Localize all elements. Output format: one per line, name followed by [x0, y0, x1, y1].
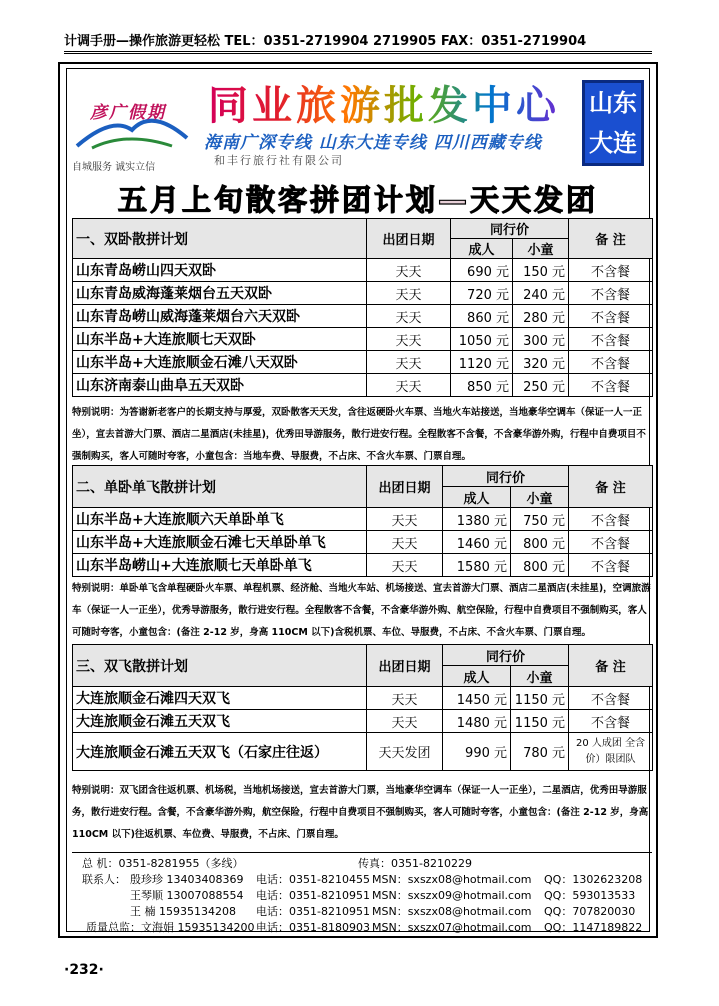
child-price: 800 元 — [511, 531, 569, 554]
departure-date: 天天 — [367, 351, 451, 374]
child-price: 280 元 — [513, 305, 569, 328]
adult-price: 1050 元 — [451, 328, 513, 351]
adult-price: 720 元 — [451, 282, 513, 305]
contact-msn: MSN：sxszx07@hotmail.com — [372, 921, 532, 934]
child-price: 320 元 — [513, 351, 569, 374]
col-adult: 成人 — [451, 239, 513, 259]
contact-qq: QQ：1302623208 — [544, 873, 643, 886]
section1-note: 特别说明：为答谢新老客户的长期支持与厚爱，双卧散客天天发，含往返硬卧火车票、当地火车站接送，当地豪华空调车（保证一人一正坐），宣去首游大门票、酒店二星酒店(未挂星)，优秀田导游服务，散行进安行程。全程散客不含餐，不含豪华游外购，行程中自费项目不强制购买，客人可随时夸客，小童包含：当地车费、导服费，不占床、不含火车票、门票自理。 — [72, 407, 646, 462]
table-row — [73, 554, 653, 577]
route-name: 山东青岛崂山四天双卧 — [73, 259, 367, 282]
adult-price: 1450 元 — [443, 687, 511, 710]
departure-date: 天天 — [367, 282, 451, 305]
contact-msn: MSN：sxszx08@hotmail.com — [372, 873, 532, 886]
row-note: 不含餐 — [569, 259, 653, 282]
child-price: 780 元 — [511, 733, 569, 771]
table-row — [73, 687, 653, 710]
contact-name: 王 楠 15935134208 — [130, 905, 236, 918]
col-date: 出团日期 — [367, 645, 443, 687]
section2-table — [72, 465, 653, 577]
table-row — [73, 351, 653, 374]
route-name: 山东半岛+大连旅顺金石滩八天双卧 — [73, 351, 367, 374]
adult-price: 850 元 — [451, 374, 513, 397]
col-child: 小童 — [511, 666, 569, 687]
route-name: 山东济南泰山曲阜五天双卧 — [73, 374, 367, 397]
departure-date: 天天 — [367, 687, 443, 710]
route-name: 大连旅顺金石滩四天双飞 — [73, 687, 367, 710]
row-note: 不含餐 — [569, 351, 653, 374]
section3-title: 三、双飞散拼计划 — [73, 645, 367, 687]
col-price: 同行价 — [443, 645, 569, 666]
departure-date: 天天 — [367, 328, 451, 351]
section2-note: 特别说明：单卧单飞含单程硬卧火车票、单程机票、经济舱、当地火车站、机场接送、宣去首游大门票、酒店二星酒店(未挂星)，空调旅游车（保证一人一正坐），优秀导游服务，散行进安行程。全程散客不含餐，不含豪华游外购、航空保险，行程中自费项目不强制购买，客人可随时夸客，小童包含：(备注 2-12 岁，身高 110CM 以下)含税机票、车位、导服费，不占床、不含火车票、门票自理。 — [72, 583, 651, 638]
departure-date: 天天 — [367, 531, 443, 554]
section1-table — [72, 218, 653, 397]
child-price: 800 元 — [511, 554, 569, 577]
child-price: 1150 元 — [511, 710, 569, 733]
contact-qq: QQ：1147189822 — [544, 921, 643, 934]
table-row — [73, 374, 653, 397]
col-adult: 成人 — [443, 487, 511, 508]
departure-date: 天天 — [367, 508, 443, 531]
col-child: 小童 — [513, 239, 569, 259]
region-badge — [582, 80, 644, 166]
col-date: 出团日期 — [367, 466, 443, 508]
contact-qq: QQ：593013533 — [544, 889, 636, 902]
adult-price: 860 元 — [451, 305, 513, 328]
child-price: 240 元 — [513, 282, 569, 305]
child-price: 1150 元 — [511, 687, 569, 710]
child-price: 150 元 — [513, 259, 569, 282]
route-name: 山东青岛威海蓬莱烟台五天双卧 — [73, 282, 367, 305]
fax-number: 传真：0351-8210229 — [358, 857, 472, 870]
route-name: 大连旅顺金石滩五天双飞 — [73, 710, 367, 733]
logo-slogan: 自城服务 诚实立信 — [72, 162, 156, 173]
adult-price: 1480 元 — [443, 710, 511, 733]
table-row — [73, 531, 653, 554]
adult-price: 1580 元 — [443, 554, 511, 577]
section1-title: 一、双卧散拼计划 — [73, 219, 367, 259]
departure-date: 天天 — [367, 554, 443, 577]
col-price: 同行价 — [451, 219, 569, 239]
adult-price: 990 元 — [443, 733, 511, 771]
row-note: 不含餐 — [569, 710, 653, 733]
page-number: ·232· — [64, 962, 104, 978]
badge-line-1: 山东 — [589, 89, 637, 117]
adult-price: 690 元 — [451, 259, 513, 282]
table-row — [73, 259, 653, 282]
row-note: 不含餐 — [569, 328, 653, 351]
logo-text: 彦广假期 — [90, 103, 166, 123]
row-note: 不含餐 — [569, 374, 653, 397]
adult-price: 1460 元 — [443, 531, 511, 554]
badge-line-2: 大连 — [589, 129, 637, 157]
contact-label: 联系人： — [82, 873, 126, 886]
section3-note: 特别说明：双飞团含往返机票、机场税，当地机场接送，宣去首游大门票，当地豪华空调车（保证一人一正坐），二星酒店，优秀田导游服务，散行进安行程。含餐，不含豪华游外购，航空保险，行程中自费项目不强制购买，客人可随时夸客，小童包含：(备注 2-12 岁，身高 110CM 以下)往返机票、车位费、导服费，不占床、门票自理。 — [72, 785, 649, 840]
route-name: 山东青岛崂山威海蓬莱烟台六天双卧 — [73, 305, 367, 328]
row-note: 不含餐 — [569, 305, 653, 328]
row-note: 不含餐 — [569, 554, 653, 577]
child-price: 750 元 — [511, 508, 569, 531]
route-name: 大连旅顺金石滩五天双飞（石家庄往返） — [73, 733, 367, 771]
contact-block — [72, 852, 652, 935]
child-price: 300 元 — [513, 328, 569, 351]
route-name: 山东半岛崂山+大连旅顺七天单卧单飞 — [73, 554, 367, 577]
row-note: 不含餐 — [569, 282, 653, 305]
contact-name: 质量总监：文海娟 15935134200 — [86, 921, 255, 934]
col-note: 备 注 — [569, 466, 653, 508]
row-note: 20 人成团 全含价）限团队 — [569, 733, 653, 771]
col-note: 备 注 — [569, 219, 653, 259]
contact-name: 殷珍珍 13403408369 — [130, 873, 244, 886]
table-row — [73, 508, 653, 531]
banner-subline: 海南广深专线 山东大连专线 四川西藏专线 — [204, 133, 542, 153]
section2-title: 二、单卧单飞散拼计划 — [73, 466, 367, 508]
table-row — [73, 282, 653, 305]
contact-phone: 电话：0351-8180903 — [256, 921, 370, 934]
company-name: 和丰行旅行社有限公司 — [214, 154, 344, 167]
contact-name: 王琴顺 13007088554 — [130, 889, 244, 902]
table-row — [73, 328, 653, 351]
table-row — [73, 710, 653, 733]
section3-table — [72, 644, 653, 771]
route-name: 山东半岛+大连旅顺金石滩七天单卧单飞 — [73, 531, 367, 554]
contact-phone: 电话：0351-8210951 — [256, 905, 370, 918]
row-note: 不含餐 — [569, 687, 653, 710]
contact-msn: MSN：sxszx08@hotmail.com — [372, 905, 532, 918]
departure-date: 天天 — [367, 259, 451, 282]
col-child: 小童 — [511, 487, 569, 508]
col-date: 出团日期 — [367, 219, 451, 259]
banner-title: 同业旅游批发中心 — [208, 74, 560, 131]
contact-phone: 电话：0351-8210455 — [256, 873, 370, 886]
table-row — [73, 305, 653, 328]
main-phone: 总 机：0351-8281955（多线） — [82, 857, 244, 870]
table-row — [73, 733, 653, 771]
departure-date: 天天 — [367, 374, 451, 397]
departure-date: 天天 — [367, 305, 451, 328]
banner — [70, 72, 646, 176]
col-adult: 成人 — [443, 666, 511, 687]
row-note: 不含餐 — [569, 531, 653, 554]
adult-price: 1120 元 — [451, 351, 513, 374]
plan-title: 五月上旬散客拼团计划—天天发团 — [117, 183, 598, 217]
contact-msn: MSN：sxszx09@hotmail.com — [372, 889, 532, 902]
child-price: 250 元 — [513, 374, 569, 397]
company-logo — [72, 80, 192, 173]
departure-date: 天天 — [367, 710, 443, 733]
route-name: 山东半岛+大连旅顺七天双卧 — [73, 328, 367, 351]
departure-date: 天天发团 — [367, 733, 443, 771]
section1-header-row — [73, 219, 653, 239]
row-note: 不含餐 — [569, 508, 653, 531]
col-price: 同行价 — [443, 466, 569, 487]
contact-phone: 电话：0351-8210951 — [256, 889, 370, 902]
route-name: 山东半岛+大连旅顺六天单卧单飞 — [73, 508, 367, 531]
contact-qq: QQ：707820030 — [544, 905, 636, 918]
page-header: 计调手册—操作旅游更轻松 TEL：0351-2719904 2719905 FAX：0351-2719904 — [64, 30, 652, 54]
col-note: 备 注 — [569, 645, 653, 687]
adult-price: 1380 元 — [443, 508, 511, 531]
